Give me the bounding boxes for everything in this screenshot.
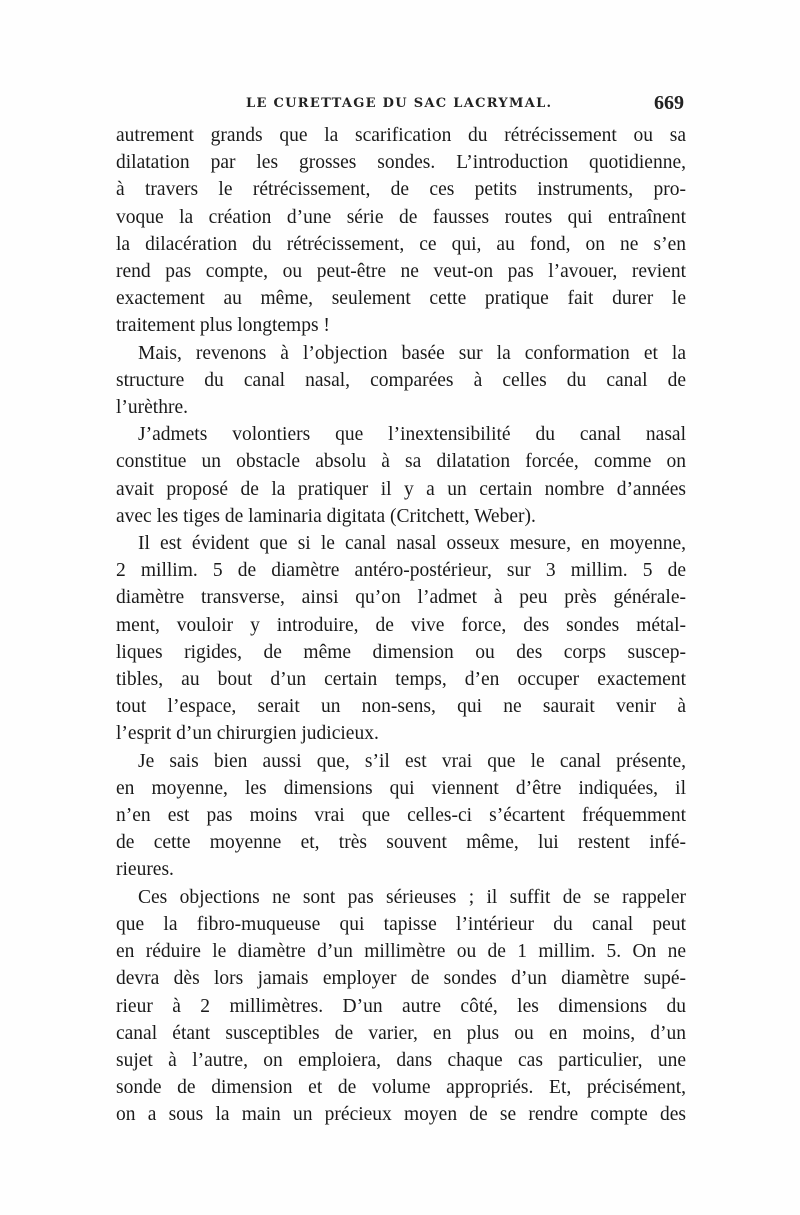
- text-line: dilatation par les grosses sondes. L’introduction quotidienne,: [116, 152, 686, 174]
- text-line: J’admets volontiers que l’inextensibilité du canal nasal: [138, 424, 686, 446]
- text-line: à travers le rétrécissement, de ces petits instruments, pro-: [116, 179, 686, 201]
- running-head: [116, 92, 686, 118]
- text-line: tibles, au bout d’un certain temps, d’en occuper exactement: [116, 669, 686, 691]
- text-line: ment, vouloir y introduire, de vive force, des sondes métal-: [116, 614, 686, 636]
- text-line: en moyenne, les dimensions qui viennent d’être indiquées, il: [116, 777, 686, 799]
- text-line: liques rigides, de même dimension ou des corps suscep-: [116, 641, 686, 663]
- body-text: [116, 122, 686, 1129]
- paragraph-4: [116, 530, 686, 748]
- text-line: exactement au même, seulement cette pratique fait durer le: [116, 288, 686, 310]
- text-line: l’esprit d’un chirurgien judicieux.: [116, 723, 379, 745]
- paragraph-2: [116, 340, 686, 422]
- paragraph-6: [116, 884, 686, 1129]
- text-line: traitement plus longtemps !: [116, 315, 330, 337]
- text-line: on a sous la main un précieux moyen de se rendre compte des: [116, 1104, 686, 1126]
- text-line: de cette moyenne et, très souvent même, lui restent infé-: [116, 832, 686, 854]
- text-line: rieur à 2 millimètres. D’un autre côté, les dimensions du: [116, 995, 686, 1017]
- text-line: n’en est pas moins vrai que celles-ci s’écartent fréquemment: [116, 805, 686, 827]
- text-line: l’urèthre.: [116, 397, 189, 419]
- text-line: voque la création d’une série de fausses routes qui entraînent: [116, 206, 686, 228]
- text-line: sonde de dimension et de volume appropriés. Et, précisément,: [116, 1077, 686, 1099]
- text-line: 2 millim. 5 de diamètre antéro-postérieur, sur 3 millim. 5 de: [116, 560, 686, 582]
- text-line: rend pas compte, ou peut-être ne veut-on pas l’avouer, revient: [116, 261, 686, 283]
- text-line: avait proposé de la pratiquer il y a un certain nombre d’années: [116, 478, 686, 500]
- text-line: la dilacération du rétrécissement, ce qui, au fond, on ne s’en: [116, 233, 686, 255]
- running-title: LE CURETTAGE DU SAC LACRYMAL.: [246, 96, 553, 111]
- text-line: avec les tiges de laminaria digitata (Critchett, Weber).: [116, 505, 536, 527]
- text-line: devra dès lors jamais employer de sondes d’un diamètre supé-: [116, 968, 686, 990]
- text-line: sujet à l’autre, on emploiera, dans chaque cas particulier, une: [116, 1049, 686, 1071]
- text-line: Je sais bien aussi que, s’il est vrai que le canal présente,: [138, 750, 686, 772]
- text-line: constitue un obstacle absolu à sa dilatation forcée, comme on: [116, 451, 686, 473]
- paragraph-1: [116, 122, 686, 340]
- text-line: Mais, revenons à l’objection basée sur la conformation et la: [138, 342, 686, 364]
- text-line: diamètre transverse, ainsi qu’on l’admet à peu près générale-: [116, 587, 686, 609]
- page-number: 669: [654, 92, 684, 114]
- text-line: Il est évident que si le canal nasal osseux mesure, en moyenne,: [138, 533, 686, 555]
- text-line: tout l’espace, serait un non-sens, qui ne saurait venir à: [116, 696, 686, 718]
- paragraph-3: [116, 421, 686, 530]
- text-line: Ces objections ne sont pas sérieuses ; il suffit de se rappeler: [138, 886, 686, 908]
- text-line: que la fibro-muqueuse qui tapisse l’intérieur du canal peut: [116, 913, 686, 935]
- text-line: structure du canal nasal, comparées à celles du canal de: [116, 369, 686, 391]
- text-line: canal étant susceptibles de varier, en plus ou en moins, d’un: [116, 1022, 686, 1044]
- paragraph-5: [116, 748, 686, 884]
- text-line: en réduire le diamètre d’un millimètre ou de 1 millim. 5. On ne: [116, 941, 686, 963]
- text-line: autrement grands que la scarification du rétrécissement ou sa: [116, 125, 686, 146]
- text-line: rieures.: [116, 859, 174, 881]
